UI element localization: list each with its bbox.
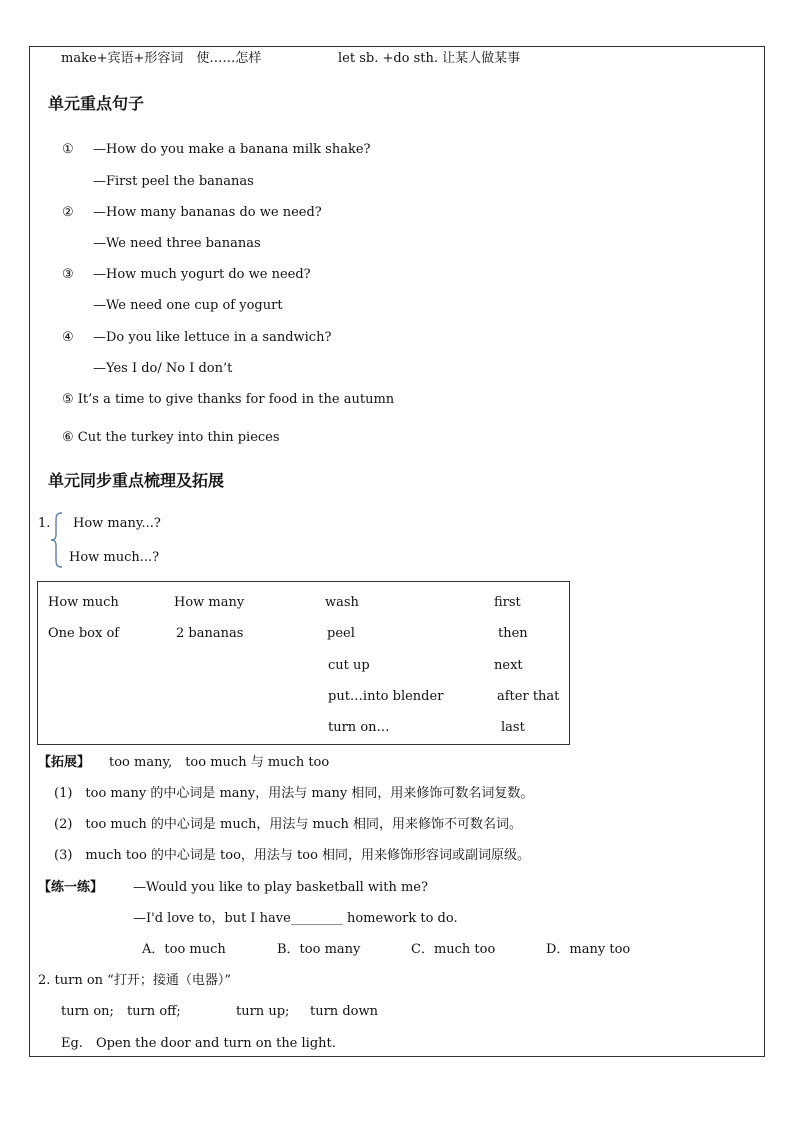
phrase: turn down xyxy=(310,1004,378,1019)
phrase: turn on; xyxy=(61,1004,114,1019)
practice-question-line2: —I'd love to，but I have________ homework to do. xyxy=(133,911,458,926)
sentence-answer: —We need one cup of yogurt xyxy=(93,298,283,313)
expand-point: (2) too much 的中心词是 much，用法与 much 相同，用来修饰不可数名词。 xyxy=(54,817,523,832)
sentence-question: —Do you like lettuce in a sandwich? xyxy=(93,330,332,345)
sentence-extra: ⑥ Cut the turkey into thin pieces xyxy=(62,430,280,445)
table-cell: How much xyxy=(48,595,119,610)
sentence-answer: —First peel the bananas xyxy=(93,174,254,189)
example-sentence: Eg. Open the door and turn on the light. xyxy=(61,1036,336,1051)
expand-point: (1) too many 的中心词是 many，用法与 many 相同，用来修饰可数名词复数。 xyxy=(54,786,534,801)
table-cell: last xyxy=(501,720,525,735)
phrase: turn up; xyxy=(236,1004,290,1019)
sentence-extra: ⑤ It’s a time to give thanks for food in the autumn xyxy=(62,392,395,407)
option-d: D．many too xyxy=(546,942,631,957)
table-cell: cut up xyxy=(328,658,370,673)
sentence-answer: —We need three bananas xyxy=(93,236,261,251)
sentence-number: ② xyxy=(62,205,74,220)
question-form-how-much: How much...? xyxy=(69,550,160,565)
practice-label: 【练一练】 xyxy=(38,880,104,895)
option-c: C．much too xyxy=(411,942,496,957)
table-cell: put…into blender xyxy=(328,689,444,704)
section-title-key-sentences: 单元重点句子 xyxy=(48,94,145,113)
expand-heading: too many, too much 与 much too xyxy=(109,755,330,770)
table-cell: then xyxy=(498,626,528,641)
left-brace-icon xyxy=(50,512,64,568)
table-cell: turn on… xyxy=(328,720,390,735)
sentence-answer: —Yes I do/ No I don’t xyxy=(93,361,233,376)
sentence-question: —How much yogurt do we need? xyxy=(93,267,311,282)
table-cell: wash xyxy=(325,595,359,610)
sentence-number: ③ xyxy=(62,267,74,282)
phrase: turn off; xyxy=(127,1004,181,1019)
grammar-line-make: make+宾语+形容词 使……怎样 xyxy=(61,51,262,66)
section-title-key-points: 单元同步重点梳理及拓展 xyxy=(48,471,225,490)
table-cell: One box of xyxy=(48,626,120,641)
option-a: A．too much xyxy=(142,942,226,957)
table-cell: 2 bananas xyxy=(176,626,244,641)
table-cell: next xyxy=(494,658,523,673)
expand-point: (3) much too 的中心词是 too，用法与 too 相同，用来修饰形容词或副词原级。 xyxy=(54,848,531,863)
option-b: B．too many xyxy=(277,942,361,957)
grammar-line-let: let sb. +do sth. 让某人做某事 xyxy=(338,51,521,66)
sentence-question: —How do you make a banana milk shake? xyxy=(93,142,371,157)
sentence-question: —How many bananas do we need? xyxy=(93,205,322,220)
table-cell: after that xyxy=(497,689,560,704)
item2-title: 2. turn on “打开；接通（电器）” xyxy=(38,973,231,988)
table-cell: first xyxy=(494,595,521,610)
table-cell: How many xyxy=(174,595,245,610)
sentence-number: ① xyxy=(62,142,74,157)
sentence-number: ④ xyxy=(62,330,74,345)
table-cell: peel xyxy=(327,626,355,641)
expand-label: 【拓展】 xyxy=(38,755,91,770)
item-number: 1. xyxy=(38,516,51,531)
question-form-how-many: How many...? xyxy=(73,516,161,531)
practice-question-line1: —Would you like to play basketball with me? xyxy=(133,880,428,895)
